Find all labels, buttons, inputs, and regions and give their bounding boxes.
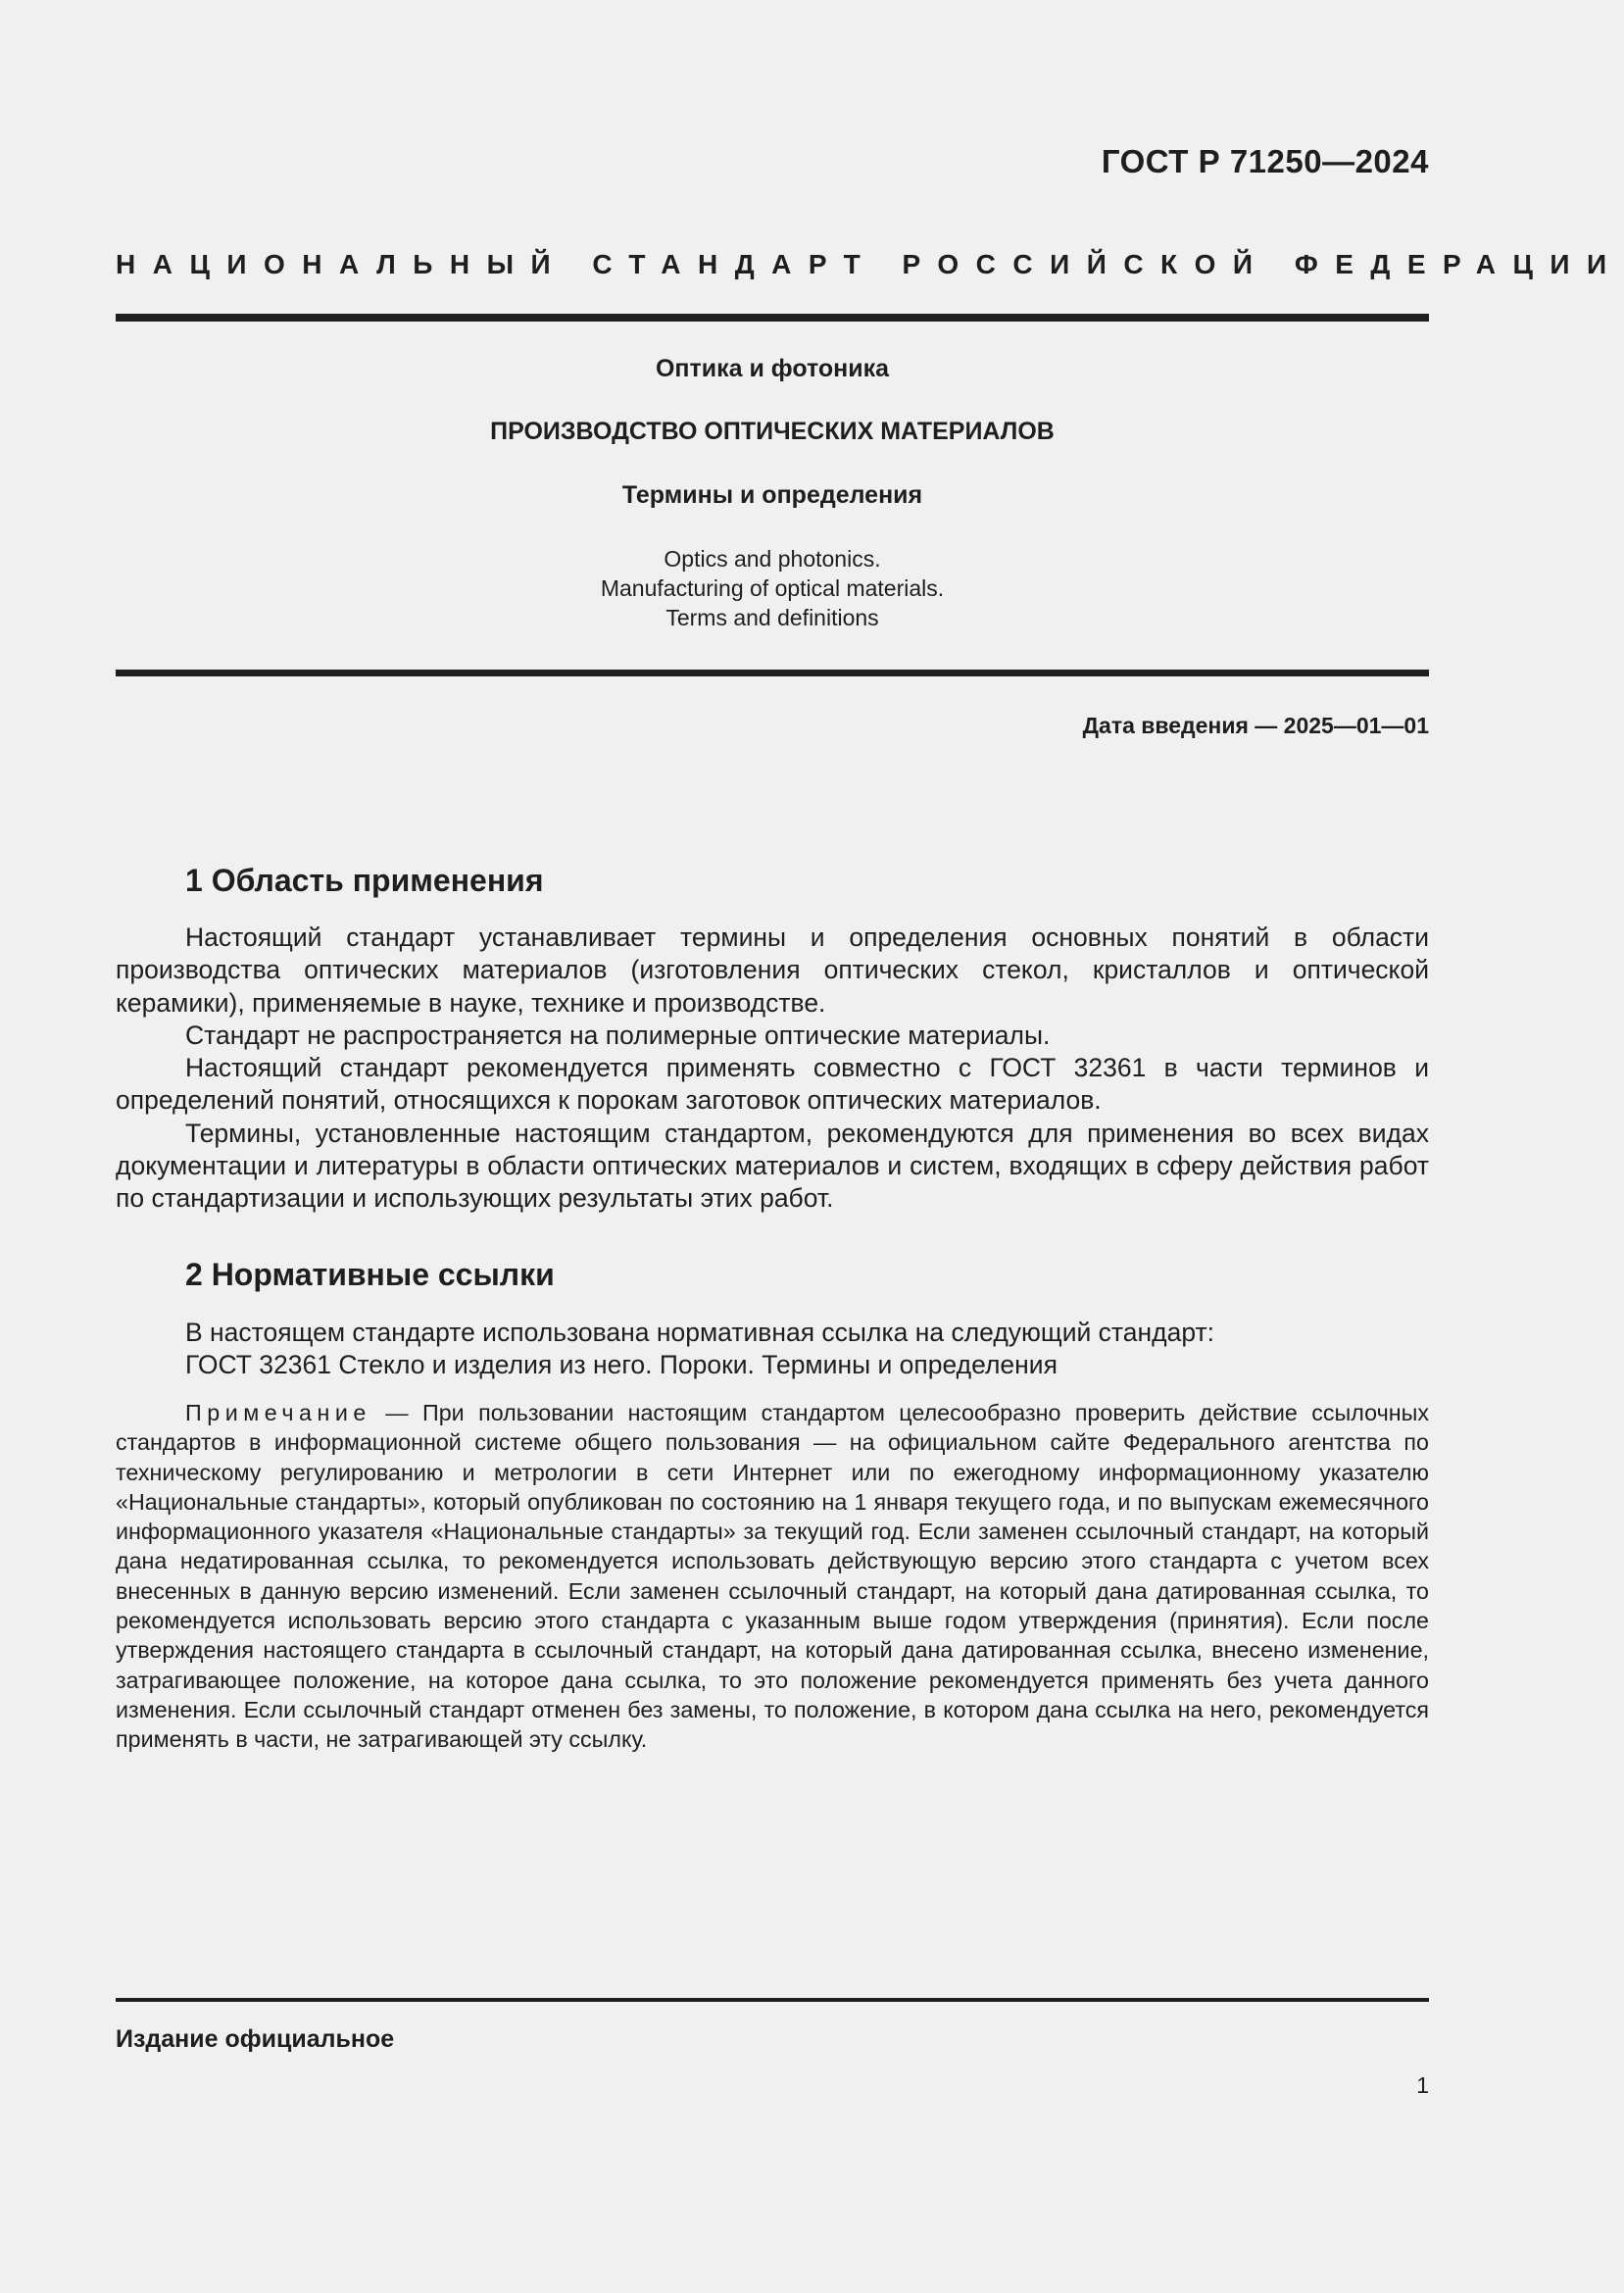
document-page (116, 0, 1624, 2293)
terms-title: Термины и определения (621, 481, 923, 509)
paragraph: Настоящий стандарт устанавливает термины и определения основных понятий в области производства оптических материалов (изготовления оптических стекол, кристаллов и оптической керамики), применяемые в науке, технике и производстве. (116, 922, 1429, 1018)
paragraph: Настоящий стандарт рекомендуется применять совместно с ГОСТ 32361 в части терминов и определений понятий, относящихся к порокам заготовок оптических материалов. (116, 1053, 1429, 1116)
english-title-line: Terms and definitions (665, 605, 879, 630)
note (116, 1398, 1429, 1755)
bottom-divider (116, 1998, 1429, 2002)
main-title: ПРОИЗВОДСТВО ОПТИЧЕСКИХ МАТЕРИАЛОВ (490, 418, 1055, 445)
paragraph: Термины, установленные настоящим стандартом, рекомендуются для применения во всех видах документации и литературы в области оптических материалов и систем, входящих в сферу действия работ по стандартизации и использующих результаты этих работ. (116, 1118, 1429, 1214)
standard-number: ГОСТ Р 71250—2024 (1101, 143, 1429, 179)
subject-title: Оптика и фотоника (655, 355, 890, 382)
paragraph: Стандарт не распространяется на полимерные оптические материалы. (185, 1020, 1051, 1050)
section-1-body (116, 922, 1429, 1216)
introduction-date: Дата введения — 2025—01—01 (1082, 713, 1429, 738)
note-text: — При пользовании настоящим стандартом целесообразно проверить действие ссылочных стандартов в информационной системе общего пользования — на официальном сайте Федерального агентства по техническому регулированию и метрологии в сети Интернет или по ежегодному информационному указателю «Национальные стандарты», который опубликован по состоянию на 1 января текущего года, и по выпускам ежемесячного информационного указателя «Национальные стандарты» за текущий год. Если заменен ссылочный стандарт, на который дана недатированная ссылка, то рекомендуется использовать действующую версию этого стандарта с учетом всех внесенных в данную версию изменений. Если заменен ссылочный стандарт, на который дана датированная ссылка, то рекомендуется использовать версию этого стандарта с указанным выше годом утверждения (принятия). Если после утверждения настоящего стандарта в ссылочный стандарт, на который дана датированная ссылка, внесено изменение, затрагивающее положение, на которое дана ссылка, то это положение рекомендуется применять без учета данного изменения. Если ссылочный стандарт отменен без замены, то положение, в котором дана ссылка на него, рекомендуется применять в части, не затрагивающей эту ссылку. (116, 1400, 1429, 1753)
section-2-body (116, 1317, 1429, 1382)
english-title (116, 544, 1429, 632)
page-number: 1 (1416, 2072, 1429, 2098)
english-title-line: Manufacturing of optical materials. (600, 575, 945, 601)
top-divider (116, 314, 1429, 322)
middle-divider (116, 670, 1429, 676)
paragraph: В настоящем стандарте использована нормативная ссылка на следующий стандарт: (185, 1318, 1214, 1347)
section-2-heading: 2 Нормативные ссылки (185, 1257, 555, 1292)
official-edition-label: Издание официальное (116, 2025, 395, 2053)
section-1-heading: 1 Область применения (185, 863, 544, 898)
note-label: Примечание (185, 1400, 371, 1425)
paragraph: ГОСТ 32361 Стекло и изделия из него. Пороки. Термины и определения (185, 1350, 1058, 1380)
national-standard-heading: НАЦИОНАЛЬНЫЙ СТАНДАРТ РОССИЙСКОЙ ФЕДЕРАЦИИ (116, 249, 1624, 279)
english-title-line: Optics and photonics. (664, 546, 881, 572)
